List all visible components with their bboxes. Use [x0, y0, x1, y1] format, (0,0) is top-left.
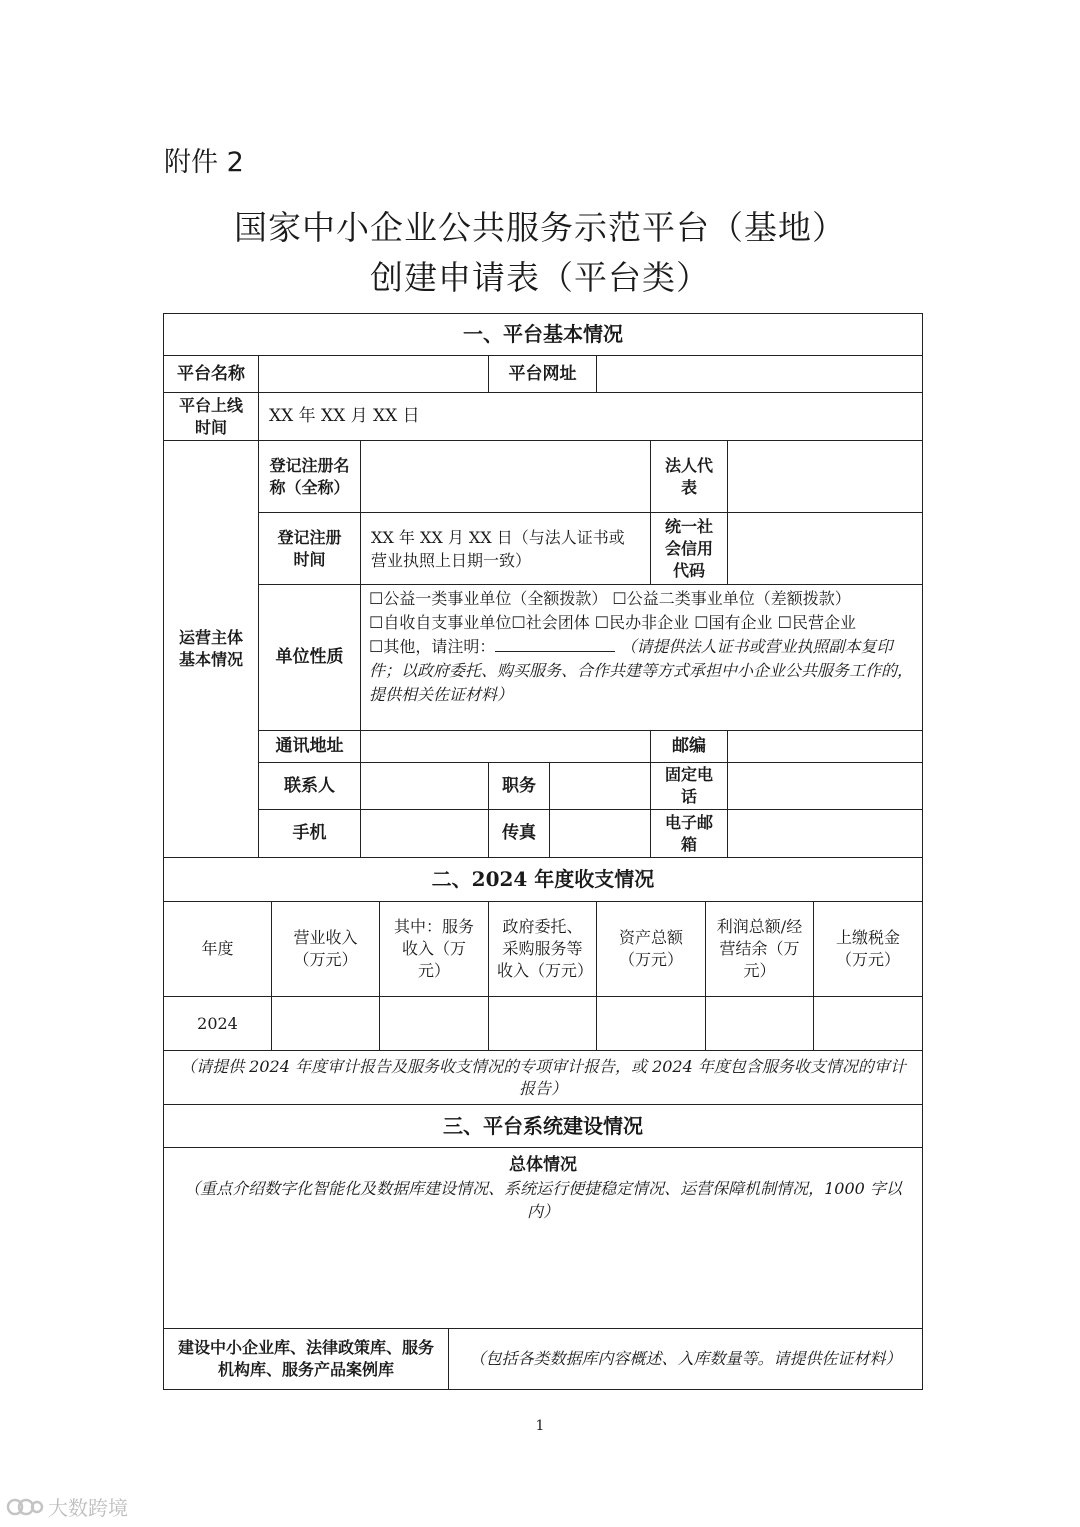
service-revenue-cell[interactable]	[379, 996, 489, 1051]
platform-url-label: 平台网址	[488, 355, 597, 393]
col-service-revenue-header: 其中：服务收入（万元）	[379, 901, 489, 997]
online-time-label: 平台上线时间	[163, 392, 259, 441]
legal-rep-field[interactable]	[727, 440, 923, 513]
address-field[interactable]	[360, 730, 651, 763]
online-time-field[interactable]: XX 年 XX 月 XX 日	[258, 392, 923, 441]
year-value: 2024	[163, 996, 272, 1051]
unit-nature-line2[interactable]: ☐自收自支事业单位☐社会团体 ☐民办非企业 ☐国有企业 ☐民营企业	[369, 613, 856, 632]
unit-nature-other-blank[interactable]	[495, 635, 615, 652]
col-profit-header: 利润总额/经营结余（万元）	[705, 901, 814, 997]
platform-url-field[interactable]	[596, 355, 923, 393]
fax-field[interactable]	[549, 809, 651, 858]
reg-time-field[interactable]: XX 年 XX 月 XX 日（与法人证书或营业执照上日期一致）	[360, 512, 651, 585]
col-year-header: 年度	[163, 901, 272, 997]
unit-nature-label: 单位性质	[258, 584, 361, 731]
database-label: 建设中小企业库、法律政策库、服务机构库、服务产品案例库	[163, 1328, 449, 1390]
postcode-field[interactable]	[727, 730, 923, 763]
platform-name-field[interactable]	[258, 355, 489, 393]
watermark-text: 大数跨境	[48, 1496, 128, 1520]
reg-name-field[interactable]	[360, 440, 651, 513]
mobile-label: 手机	[258, 809, 361, 858]
overall-note: （重点介绍数字化智能化及数据库建设情况、系统运行便捷稳定情况、运营保障机制情况，1000 字以内）	[184, 1179, 902, 1221]
credit-code-label: 统一社会信用代码	[650, 512, 728, 585]
revenue-cell[interactable]	[271, 996, 380, 1051]
document-subtitle: 创建申请表（平台类）	[370, 258, 710, 297]
attachment-label: 附件 2	[164, 147, 244, 178]
position-field[interactable]	[549, 762, 651, 810]
address-label: 通讯地址	[258, 730, 361, 763]
section1-heading: 一、平台基本情况	[163, 313, 923, 356]
fax-label: 传真	[488, 809, 550, 858]
section3-heading: 三、平台系统建设情况	[163, 1104, 923, 1148]
gov-revenue-cell[interactable]	[488, 996, 597, 1051]
email-field[interactable]	[727, 809, 923, 858]
reg-name-label: 登记注册名称（全称）	[258, 440, 361, 513]
overall-section[interactable]	[163, 1147, 923, 1329]
phone-label: 固定电话	[650, 762, 728, 810]
mobile-field[interactable]	[360, 809, 489, 858]
contact-field[interactable]	[360, 762, 489, 810]
col-assets-header: 资产总额（万元）	[596, 901, 706, 997]
section2-heading: 二、2024 年度收支情况	[163, 857, 923, 902]
watermark	[6, 1492, 128, 1521]
page-number: 1	[535, 1418, 545, 1434]
overall-title: 总体情况	[509, 1155, 577, 1175]
col-tax-header: 上缴税金（万元）	[813, 901, 923, 997]
platform-name-label: 平台名称	[163, 355, 259, 393]
section2-note: （请提供 2024 年度审计报告及服务收支情况的专项审计报告，或 2024 年度包含服务收支情况的审计报告）	[163, 1050, 923, 1105]
database-note[interactable]: （包括各类数据库内容概述、入库数量等。请提供佐证材料）	[448, 1328, 923, 1390]
contact-label: 联系人	[258, 762, 361, 810]
col-gov-revenue-header: 政府委托、采购服务等收入（万元）	[488, 901, 597, 997]
email-label: 电子邮箱	[650, 809, 728, 858]
operator-info-label: 运营主体基本情况	[163, 440, 259, 858]
assets-cell[interactable]	[596, 996, 706, 1051]
unit-nature-other[interactable]: ☐其他，请注明：	[369, 637, 496, 656]
legal-rep-label: 法人代表	[650, 440, 728, 513]
col-revenue-header: 营业收入（万元）	[271, 901, 380, 997]
phone-field[interactable]	[727, 762, 923, 810]
document-title: 国家中小企业公共服务示范平台（基地）	[234, 208, 846, 247]
position-label: 职务	[488, 762, 550, 810]
unit-nature-line1[interactable]: ☐公益一类事业单位（全额拨款） ☐公益二类事业单位（差额拨款）	[369, 589, 851, 608]
credit-code-field[interactable]	[727, 512, 923, 585]
unit-nature-note: （请提供法人证书或营业执照副本复印件；以政府委托、购买服务、合作共建等方式承担中小企业公共服务工作的，提供相关佐证材料）	[369, 637, 914, 704]
reg-time-label: 登记注册时间	[258, 512, 361, 585]
postcode-label: 邮编	[650, 730, 728, 763]
profit-cell[interactable]	[705, 996, 814, 1051]
unit-nature-options[interactable]	[360, 584, 923, 731]
watermark-logo-icon	[6, 1494, 44, 1520]
tax-cell[interactable]	[813, 996, 923, 1051]
